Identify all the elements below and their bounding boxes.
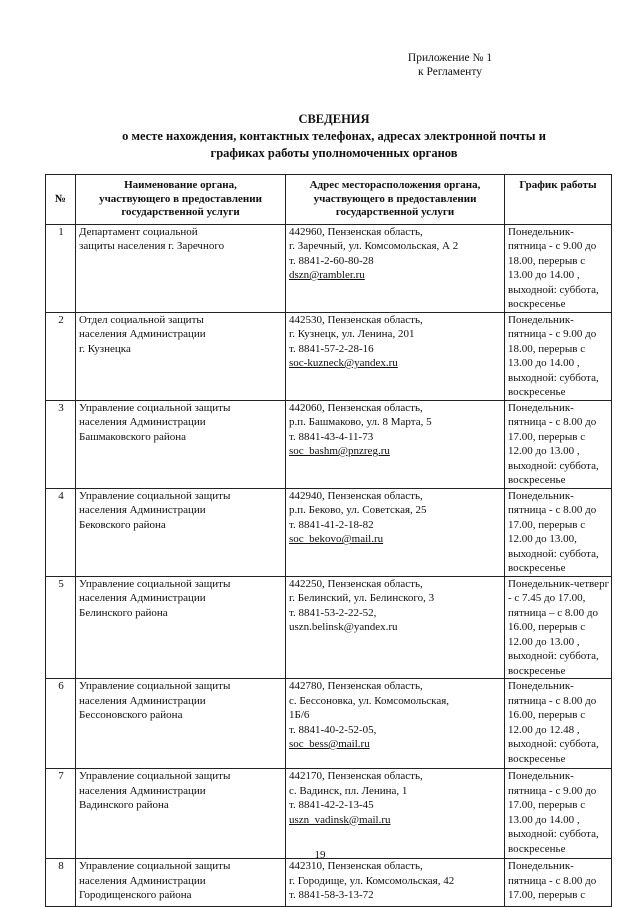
address-line: 442060, Пензенская область,	[289, 401, 423, 414]
email-link[interactable]: soc_bekovo@mail.ru	[289, 533, 384, 545]
schedule-line: 16.00, перерыв с	[508, 621, 586, 633]
col-header-schedule: График работы	[505, 175, 612, 225]
email-link[interactable]: dszn@rambler.ru	[289, 269, 365, 281]
organ-name-line: населения Администрации	[79, 784, 206, 797]
table-row	[46, 859, 612, 907]
col-header-name-line: участвующего в предоставлении	[99, 192, 262, 205]
schedule-line: Понедельник-	[508, 225, 574, 238]
row-number: 7	[46, 769, 76, 859]
organ-name-cell	[76, 400, 286, 488]
address-line: р.п. Беково, ул. Советская, 25	[289, 504, 427, 516]
authorities-table	[45, 174, 612, 907]
organ-name-line: Бессоновского района	[79, 709, 183, 721]
schedule-line: воскресенье	[508, 842, 566, 855]
schedule-line: выходной: суббота,	[508, 650, 599, 662]
organ-name-line: Управление социальной защиты	[79, 860, 231, 872]
title-line-1: СВЕДЕНИЯ	[298, 112, 370, 126]
organ-name-line: Городищенского района	[79, 889, 192, 901]
schedule-line: 18.00, перерыв с	[508, 254, 586, 267]
schedule-line: Понедельник-	[508, 489, 574, 502]
schedule-line: Понедельник-	[508, 680, 574, 692]
schedule-line: 17.00, перерыв с	[508, 430, 586, 443]
schedule-cell	[505, 224, 612, 312]
table-row	[46, 488, 612, 576]
schedule-cell	[505, 769, 612, 859]
schedule-line: пятница - с 8.00 до	[508, 874, 597, 887]
organ-name-line: Белинского района	[79, 606, 168, 619]
row-number: 8	[46, 859, 76, 907]
schedule-line: пятница - с 9.00 до	[508, 240, 597, 252]
schedule-line: 17.00, перерыв с	[508, 518, 586, 531]
schedule-line: 12.00 до 12.48 ,	[508, 723, 580, 736]
address-line: г. Кузнецк, ул. Ленина, 201	[289, 328, 415, 340]
schedule-line: Понедельник-	[508, 313, 574, 326]
title-line-2: о месте нахождения, контактных телефонах, адресах электронной почты и	[122, 129, 546, 143]
appendix-header	[395, 51, 505, 79]
organ-name-line: населения Администрации	[79, 592, 206, 604]
organ-name-line: населения Администрации	[79, 328, 206, 340]
col-header-num: №	[46, 175, 76, 225]
appendix-line-2: к Регламенту	[418, 66, 482, 78]
organ-name-cell	[76, 312, 286, 400]
schedule-line: Понедельник-	[508, 770, 574, 782]
organ-name-line: Вадинского района	[79, 799, 169, 811]
col-header-name	[76, 175, 286, 225]
schedule-line: выходной: суббота,	[508, 547, 599, 560]
row-number: 5	[46, 576, 76, 679]
organ-name-line: защиты населения г. Заречного	[79, 240, 225, 252]
email-link[interactable]: soc_bess@mail.ru	[289, 738, 370, 750]
organ-name-line: г. Кузнецка	[79, 342, 131, 355]
schedule-line: пятница – с 8.00 до	[508, 606, 599, 619]
address-line: т. 8841-43-4-11-73	[289, 430, 374, 443]
row-number: 3	[46, 400, 76, 488]
schedule-line: 12.00 до 13.00 ,	[508, 635, 580, 648]
organ-name-cell	[76, 859, 286, 907]
address-cell	[286, 312, 505, 400]
document-title	[60, 111, 608, 162]
organ-name-line: Отдел социальной защиты	[79, 313, 204, 326]
organ-name-line: населения Администрации	[79, 694, 206, 707]
schedule-cell	[505, 312, 612, 400]
organ-name-line: населения Администрации	[79, 874, 206, 887]
organ-name-line: Управление социальной защиты	[79, 577, 231, 590]
schedule-line: выходной: суббота,	[508, 283, 599, 296]
schedule-line: Понедельник-	[508, 401, 574, 414]
table-row	[46, 679, 612, 769]
schedule-line: 18.00, перерыв с	[508, 342, 586, 355]
col-header-address-line: участвующего в предоставлении	[313, 192, 477, 205]
row-number: 2	[46, 312, 76, 400]
address-line: т. 8841-42-2-13-45	[289, 799, 374, 811]
address-line: 442530, Пензенская область,	[289, 313, 423, 326]
schedule-line: 12.00 до 13.00,	[508, 533, 577, 545]
schedule-line: воскресенье	[508, 664, 566, 677]
organ-name-cell	[76, 576, 286, 679]
table-row	[46, 769, 612, 859]
address-line: с. Бессоновка, ул. Комсомольская,	[289, 694, 450, 707]
email-link[interactable]: uszn_vadinsk@mail.ru	[289, 813, 391, 826]
organ-name-cell	[76, 224, 286, 312]
address-cell	[286, 488, 505, 576]
schedule-cell	[505, 576, 612, 679]
organ-name-line: Управление социальной защиты	[79, 770, 231, 782]
schedule-line: 12.00 до 13.00 ,	[508, 445, 580, 457]
col-header-name-line: государственной услуги	[121, 206, 240, 218]
appendix-line-1: Приложение № 1	[407, 52, 493, 64]
row-number: 6	[46, 679, 76, 769]
address-line: т. 8841-2-60-80-28	[289, 254, 374, 267]
schedule-line: пятница - с 8.00 до	[508, 694, 597, 707]
organ-name-line: Башмаковского района	[79, 430, 187, 443]
schedule-line: 13.00 до 14.00 ,	[508, 269, 580, 281]
address-line: 442780, Пензенская область,	[289, 680, 423, 692]
address-cell	[286, 859, 505, 907]
organ-name-line: Управление социальной защиты	[79, 680, 231, 692]
address-cell	[286, 679, 505, 769]
schedule-line: пятница - с 8.00 до	[508, 504, 597, 516]
schedule-line: 16.00, перерыв с	[508, 709, 586, 721]
schedule-cell	[505, 859, 612, 907]
schedule-line: воскресенье	[508, 298, 566, 310]
schedule-line: выходной: суббота,	[508, 738, 599, 750]
row-number: 4	[46, 488, 76, 576]
address-line: 442310, Пензенская область,	[289, 860, 423, 872]
schedule-line: воскресенье	[508, 386, 566, 398]
table-row	[46, 312, 612, 400]
address-line: 442250, Пензенская область,	[289, 577, 423, 590]
address-line: uszn.belinsk@yandex.ru	[289, 621, 398, 633]
address-line: т. 8841-40-2-52-05,	[289, 723, 377, 736]
organ-name-line: населения Администрации	[79, 504, 206, 516]
col-header-name-line: Наименование органа,	[124, 179, 237, 191]
schedule-line: пятница - с 9.00 до	[508, 784, 597, 797]
title-line-3: графиках работы уполномоченных органов	[210, 146, 458, 160]
address-cell	[286, 576, 505, 679]
organ-name-cell	[76, 488, 286, 576]
address-line: 442940, Пензенская область,	[289, 489, 423, 502]
schedule-line: выходной: суббота,	[508, 371, 599, 384]
page-number: 19	[314, 849, 326, 861]
organ-name-line: Бековского района	[79, 518, 166, 531]
table-row	[46, 576, 612, 679]
schedule-line: 17.00, перерыв с	[508, 889, 586, 901]
address-line: с. Вадинск, пл. Ленина, 1	[289, 784, 408, 797]
address-cell	[286, 400, 505, 488]
address-line: г. Заречный, ул. Комсомольская, А 2	[289, 240, 459, 252]
schedule-line: выходной: суббота,	[508, 459, 599, 472]
organ-name-line: населения Администрации	[79, 416, 206, 428]
address-line: г. Городище, ул. Комсомольская, 42	[289, 874, 455, 887]
address-line: г. Белинский, ул. Белинского, 3	[289, 592, 435, 604]
address-line: т. 8841-57-2-28-16	[289, 342, 374, 355]
schedule-line: - с 7.45 до 17.00,	[508, 592, 586, 604]
email-link[interactable]: soc-kuzneck@yandex.ru	[289, 357, 398, 369]
table-row	[46, 400, 612, 488]
schedule-line: 17.00, перерыв с	[508, 799, 586, 811]
address-cell	[286, 769, 505, 859]
schedule-line: Понедельник-четверг	[508, 577, 610, 590]
address-line: т. 8841-53-2-22-52,	[289, 606, 377, 619]
address-line: р.п. Башмаково, ул. 8 Марта, 5	[289, 416, 432, 428]
schedule-cell	[505, 400, 612, 488]
organ-name-cell	[76, 769, 286, 859]
col-header-address	[286, 175, 505, 225]
address-line: т. 8841-41-2-18-82	[289, 518, 374, 531]
schedule-line: пятница - с 8.00 до	[508, 416, 597, 428]
col-header-address-line: Адрес месторасположения органа,	[309, 179, 481, 191]
organ-name-line: Департамент социальной	[79, 225, 198, 238]
address-line: 1Б/6	[289, 709, 310, 721]
address-line: 442960, Пензенская область,	[289, 225, 423, 238]
schedule-cell	[505, 679, 612, 769]
col-header-address-line: государственной услуги	[335, 206, 455, 218]
row-number: 1	[46, 224, 76, 312]
address-line: 442170, Пензенская область,	[289, 770, 423, 782]
schedule-line: Понедельник-	[508, 860, 574, 872]
schedule-line: воскресенье	[508, 562, 566, 574]
address-line: т. 8841-58-3-13-72	[289, 889, 374, 901]
table-row	[46, 224, 612, 312]
schedule-line: воскресенье	[508, 474, 566, 486]
schedule-cell	[505, 488, 612, 576]
schedule-line: пятница - с 9.00 до	[508, 328, 597, 340]
table-header-row	[46, 175, 612, 225]
address-cell	[286, 224, 505, 312]
email-link[interactable]: soc_bashm@pnzreg.ru	[289, 445, 390, 457]
organ-name-cell	[76, 679, 286, 769]
schedule-line: воскресенье	[508, 752, 566, 765]
organ-name-line: Управление социальной защиты	[79, 401, 231, 414]
schedule-line: выходной: суббота,	[508, 828, 599, 840]
schedule-line: 13.00 до 14.00 ,	[508, 813, 580, 826]
schedule-line: 13.00 до 14.00 ,	[508, 357, 580, 369]
organ-name-line: Управление социальной защиты	[79, 489, 231, 502]
